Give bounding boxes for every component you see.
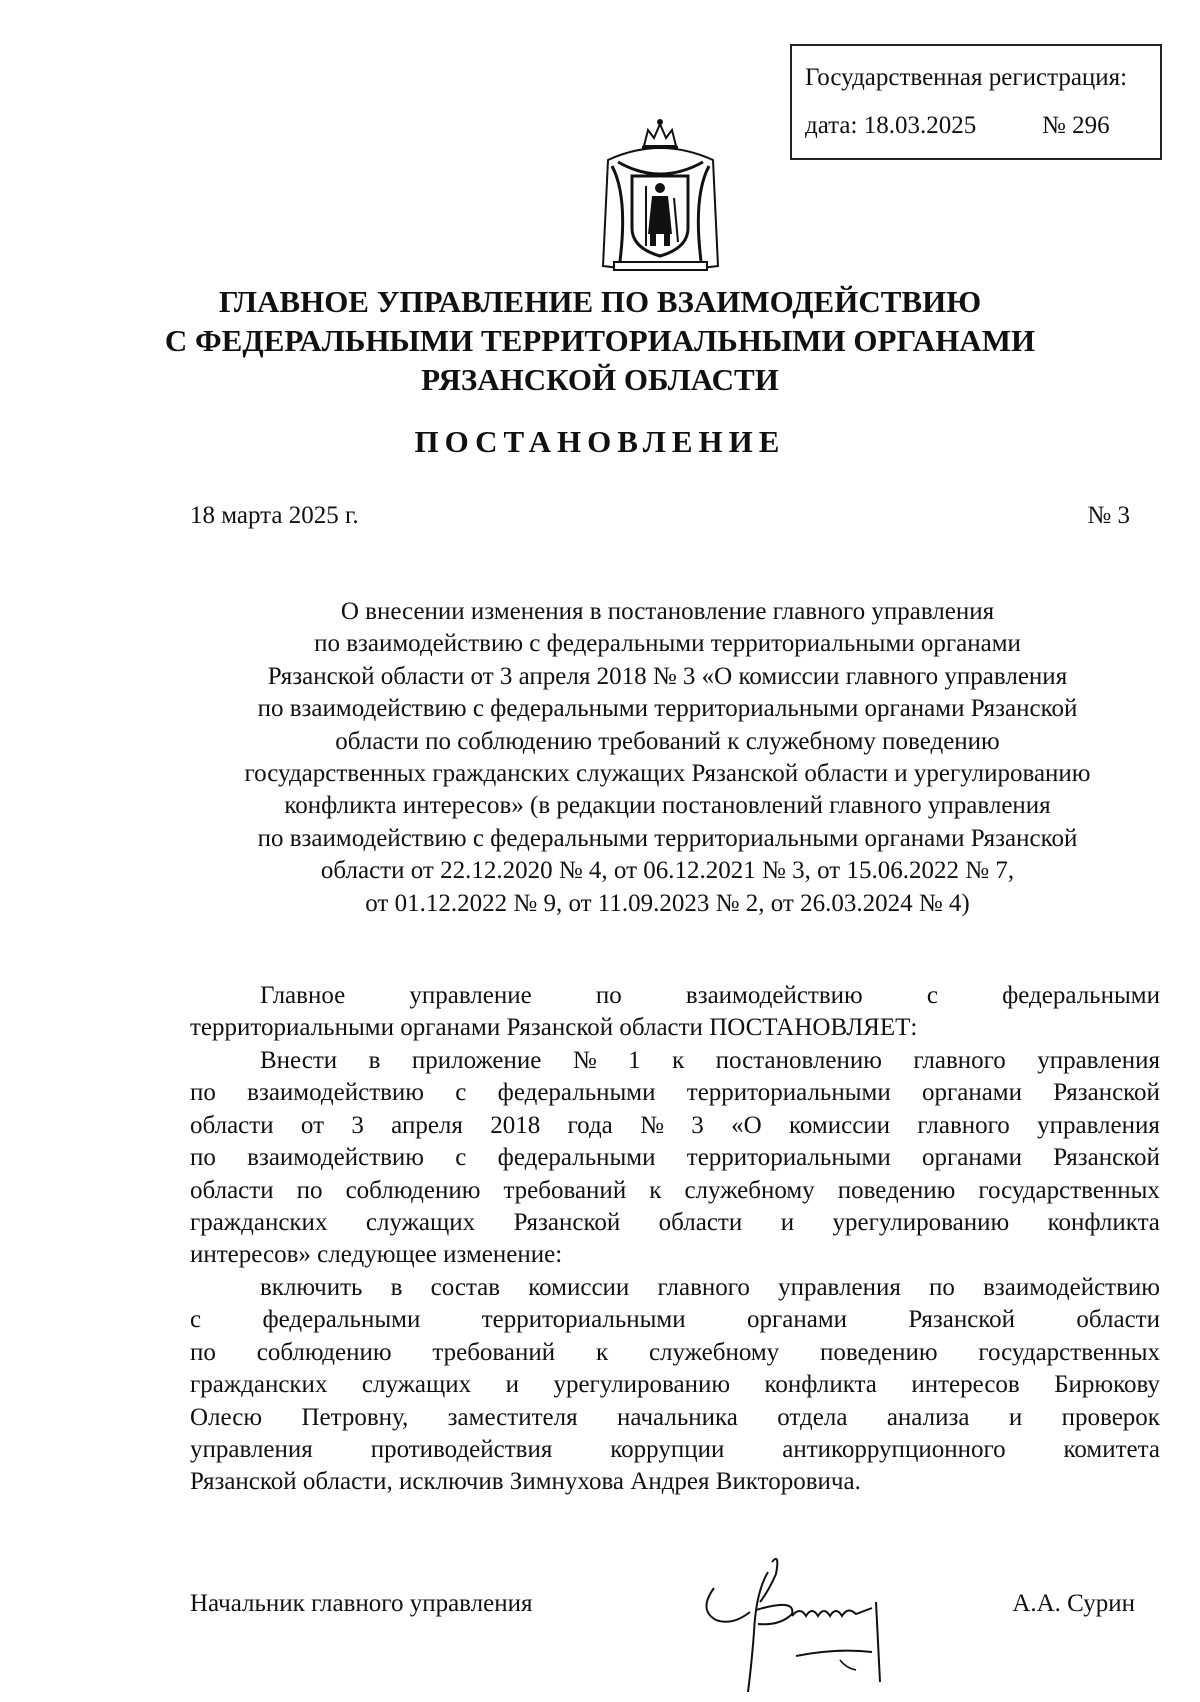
word: области (1076, 1306, 1160, 1334)
paragraph-line (190, 1175, 1160, 1207)
word: с (455, 1144, 467, 1172)
word: анализа (886, 1403, 970, 1431)
word: состав (430, 1274, 501, 1301)
word: комиссии (528, 1274, 630, 1301)
paragraph-line (190, 1207, 1160, 1239)
word: поведению (837, 1176, 956, 1204)
word: и (780, 1209, 795, 1237)
registration-stamp (790, 44, 1162, 160)
word: в (390, 1274, 403, 1301)
paragraph-line (190, 1077, 1160, 1109)
subject-line: О внесении изменения в постановление главного управления (340, 598, 995, 625)
word: коррупции (610, 1436, 725, 1464)
word: поведению (820, 1338, 938, 1366)
paragraph-line: интересов» следующее изменение: (190, 1241, 563, 1269)
subject-line: от 01.12.2022 № 9, от 11.09.2023 № 2, от 26.03.2024 № 4) (365, 889, 970, 917)
word: № (572, 1047, 597, 1074)
organization-title-line: РЯЗАНСКОЙ ОБЛАСТИ (421, 362, 779, 397)
word: соблюдению (256, 1338, 392, 1366)
paragraph-line (190, 1337, 1160, 1369)
word: гражданских (190, 1209, 328, 1237)
word: Главное (260, 982, 346, 1009)
word: по (929, 1274, 955, 1301)
word: органами (921, 1079, 1023, 1107)
word: с (455, 1079, 467, 1107)
coat-of-arms-icon (598, 116, 723, 276)
word: Внести (260, 1047, 338, 1074)
word: Рязанской (908, 1306, 1016, 1334)
document-subject (185, 596, 1150, 920)
subject-line: по взаимодействию с федеральными территориальными органами (314, 630, 1021, 658)
word: урегулированию (832, 1209, 1010, 1237)
word: конфликта (1047, 1209, 1160, 1237)
subject-line: области по соблюдению требований к служебному поведению (335, 727, 1000, 755)
document-date: 18 марта 2025 г. (190, 502, 359, 529)
word: к (649, 1176, 662, 1204)
word: служебному (648, 1338, 780, 1366)
word: территориальными (686, 1144, 891, 1172)
organization-title-line: ГЛАВНОЕ УПРАВЛЕНИЕ ПО ВЗАИМОДЕЙСТВИЮ (218, 284, 982, 319)
word: управления (190, 1436, 313, 1464)
word: 2018 (490, 1111, 541, 1139)
word: 3 (691, 1111, 704, 1139)
word: служащих (361, 1371, 472, 1399)
body-paragraph (190, 1045, 1160, 1272)
paragraph-line (190, 1434, 1160, 1466)
word: от (300, 1111, 325, 1139)
word: взаимодействию (247, 1144, 424, 1172)
registration-number: № 296 (1042, 112, 1110, 139)
word: к (672, 1047, 685, 1074)
word: соблюдению (345, 1176, 481, 1204)
subject-line: по взаимодействию с федеральными территориальными органами Рязанской (257, 824, 1078, 852)
word: Олесю (190, 1403, 263, 1431)
word: комиссии (789, 1111, 891, 1139)
paragraph-line (190, 1304, 1160, 1336)
word: и (505, 1371, 519, 1399)
word: и (1008, 1403, 1023, 1431)
document-type: ПОСТАНОВЛЕНИЕ (414, 424, 786, 459)
word: территориальными (686, 1079, 891, 1107)
word: противодействия (370, 1436, 553, 1464)
word: государственных (978, 1176, 1160, 1204)
word: взаимодействию (983, 1274, 1160, 1301)
paragraph-line (190, 1402, 1160, 1434)
subject-line: Рязанской области от 3 апреля 2018 № 3 «О комиссии главного управления (267, 662, 1068, 690)
word: служащих (365, 1209, 476, 1237)
word: по (190, 1338, 216, 1366)
word: области (190, 1176, 274, 1204)
word: органами (921, 1144, 1023, 1172)
word: заместителя (447, 1403, 578, 1431)
word: главного (917, 1111, 1010, 1139)
subject-line: области от 22.12.2020 № 4, от 06.12.2021 № 3, от 15.06.2022 № 7, (320, 857, 1015, 885)
word: требований (432, 1338, 556, 1366)
signatory-title: Начальник главного управления (190, 1590, 533, 1617)
word: Рязанской (513, 1209, 621, 1237)
subject-line: конфликта интересов» (в редакции постановлений главного управления (284, 792, 1051, 820)
word: отдела (777, 1403, 848, 1431)
word: управление (409, 982, 532, 1009)
word: интересов (911, 1371, 1020, 1399)
paragraph-line (190, 1272, 1160, 1304)
word: с (190, 1306, 202, 1334)
word: с (926, 982, 938, 1009)
organization-title (160, 282, 1040, 399)
word: по (190, 1144, 216, 1172)
word: апреля (391, 1111, 463, 1139)
word: области (658, 1209, 743, 1237)
paragraph-line (190, 1142, 1160, 1174)
word: в (368, 1047, 381, 1074)
word: Петровну, (301, 1403, 409, 1431)
word: управления (1037, 1047, 1160, 1074)
handwritten-signature-icon (696, 1552, 916, 1702)
word: федеральными (497, 1144, 656, 1172)
word: комитета (1063, 1436, 1160, 1464)
word: начальника (616, 1403, 738, 1431)
word: проверок (1061, 1403, 1160, 1431)
word: служебному (684, 1176, 815, 1204)
word: федеральными (262, 1306, 421, 1334)
paragraph-line: Рязанской области, исключив Зимнухова Андрея Викторовича. (190, 1468, 861, 1496)
word: № (640, 1111, 664, 1139)
word: территориальными (481, 1306, 686, 1334)
word: управления (778, 1274, 901, 1301)
word: включить (260, 1274, 363, 1301)
word: по (296, 1176, 323, 1204)
word: урегулированию (553, 1371, 731, 1399)
word: Бирюкову (1054, 1371, 1160, 1399)
word: федеральными (497, 1079, 656, 1107)
document-number: № 3 (1087, 502, 1130, 529)
word: государственных (978, 1338, 1160, 1366)
word: федеральными (1002, 982, 1160, 1009)
word: антикоррупционного (782, 1436, 1006, 1464)
word: к (595, 1338, 609, 1366)
word: постановлению (715, 1047, 882, 1074)
paragraph-line (190, 1110, 1160, 1142)
word: Рязанской (1053, 1144, 1160, 1172)
word: управления (1037, 1111, 1160, 1139)
word: конфликта (764, 1371, 877, 1399)
word: главного (913, 1047, 1006, 1074)
word: приложение (411, 1047, 542, 1074)
word: взаимодействию (685, 982, 863, 1009)
word: взаимодействию (247, 1079, 424, 1107)
word: гражданских (190, 1371, 328, 1399)
word: 1 (628, 1047, 641, 1074)
paragraph-line: территориальными органами Рязанской области ПОСТАНОВЛЯЕТ: (190, 1014, 918, 1042)
word: года (567, 1111, 613, 1139)
registration-date: дата: 18.03.2025 (805, 112, 977, 139)
word: по (595, 982, 622, 1009)
registration-title: Государственная регистрация: (805, 64, 1128, 91)
body-paragraph (190, 980, 1160, 1045)
paragraph-line (190, 1045, 1160, 1077)
word: 3 (351, 1111, 364, 1139)
organization-title-line: С ФЕДЕРАЛЬНЫМИ ТЕРРИТОРИАЛЬНЫМИ ОРГАНАМИ (164, 323, 1036, 358)
word: главного (657, 1274, 750, 1301)
word: Рязанской (1053, 1079, 1160, 1107)
word: «О (731, 1111, 762, 1139)
word: области (190, 1111, 274, 1139)
subject-line: по взаимодействию с федеральными территориальными органами Рязанской (257, 695, 1078, 723)
signatory-name: А.А. Сурин (1012, 1590, 1135, 1617)
paragraph-line (190, 1369, 1160, 1401)
word: по (190, 1079, 216, 1107)
body-paragraph (190, 1272, 1160, 1499)
word: требований (503, 1176, 627, 1204)
paragraph-line (190, 980, 1160, 1012)
word: органами (747, 1306, 848, 1334)
subject-line: государственных гражданских служащих Рязанской области и урегулированию (244, 760, 1091, 788)
